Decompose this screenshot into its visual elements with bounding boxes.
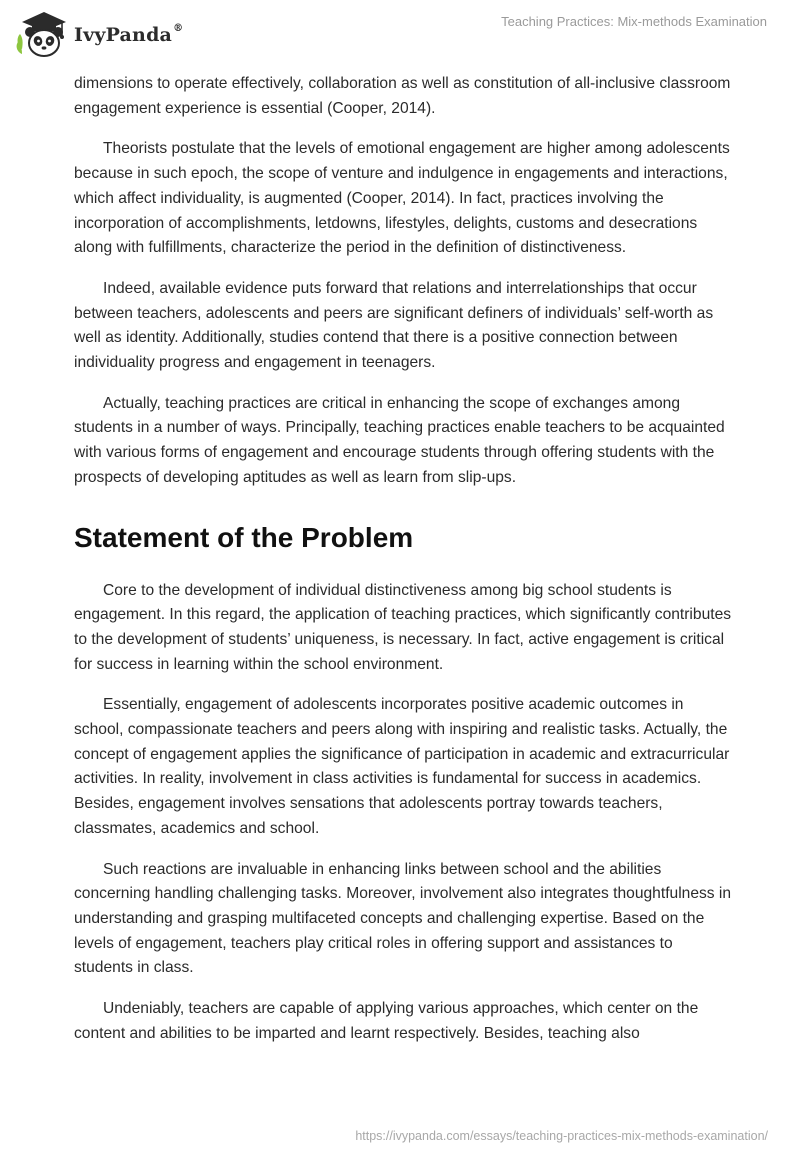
- brand-name: IvyPanda®: [74, 22, 184, 46]
- brand-logo[interactable]: [14, 8, 183, 60]
- registered-mark: ®: [173, 22, 184, 34]
- section-heading: Statement of the Problem: [74, 521, 414, 553]
- paragraph: Such reactions are invaluable in enhancing links between school and the abilities concerning handling challenging tasks. Moreover, involvement also integrates thoughtfulness in understanding and grasping multifaceted concepts and challenging expertise. Based on the levels of engagement, teachers play critical roles in offering support and assistances to students in class.: [74, 860, 732, 977]
- essay-content: [74, 72, 734, 1063]
- paragraph: Indeed, available evidence puts forward that relations and interrelationships that occur between teachers, adolescents and peers are significant definers of individuals’ self-worth as well as identity. Additionally, studies contend that there is a positive connection between individuality progress and engagement in teenagers.: [74, 279, 714, 372]
- source-url[interactable]: https://ivypanda.com/essays/teaching-practices-mix-methods-examination/: [355, 1129, 768, 1143]
- paragraph: Actually, teaching practices are critical in enhancing the scope of exchanges among students in a number of ways. Principally, teaching practices enable teachers to be acquainted with various forms of engagement and encourage students through offering students with the prospects of developing aptitudes as well as learn from slip-ups.: [74, 394, 725, 486]
- paragraph: Theorists postulate that the levels of emotional engagement are higher among adolescents because in such epoch, the scope of venture and indulgence in engagements and interactions, which affect individuality, is augmented (Cooper, 2014). In fact, practices involving the incorporation of accomplishments, letdowns, lifestyles, delights, customs and desecrations along with fulfillments, characterize the period in the definition of distinctiveness.: [74, 140, 730, 257]
- page-header: [0, 0, 800, 70]
- panda-graduation-cap-icon: [14, 8, 70, 60]
- paragraph: Undeniably, teachers are capable of applying various approaches, which center on the content and abilities to be imparted and learnt respectively. Besides, teaching also: [74, 1000, 699, 1042]
- document-title: Teaching Practices: Mix-methods Examination: [501, 14, 767, 29]
- paragraph: Core to the development of individual distinctiveness among big school students is engagement. In this regard, the application of teaching practices, which significantly contributes to the development of students’ uniqueness, is necessary. In fact, active engagement is critical for success in learning within the school environment.: [74, 581, 732, 673]
- paragraph: Essentially, engagement of adolescents incorporates positive academic outcomes in school, compassionate teachers and peers along with inspiring and realistic tasks. Actually, the concept of engagement applies the significance of participation in academic and extracurricular activities. In reality, involvement in class activities is fundamental for success in academics. Besides, engagement involves sensations that adolescents portray towards teachers, classmates, academics and school.: [74, 696, 730, 837]
- paragraph: dimensions to operate effectively, collaboration as well as constitution of all-inclusive classroom engagement experience is essential (Cooper, 2014).: [74, 75, 731, 117]
